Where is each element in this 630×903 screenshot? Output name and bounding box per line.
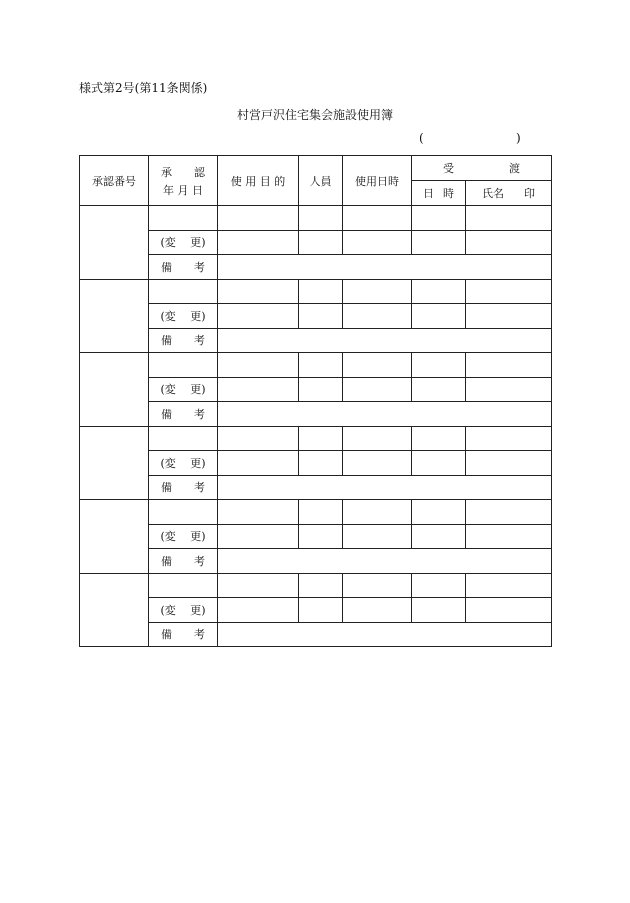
entry-cell[interactable] [218, 573, 299, 598]
paren-open: ( [419, 131, 424, 145]
entry-change-cell[interactable] [412, 377, 466, 402]
header-date-time [412, 181, 466, 206]
entry-change-cell[interactable] [299, 451, 343, 476]
entry-row-main [80, 353, 552, 378]
entry-row-change [80, 598, 552, 623]
entry-cell[interactable] [466, 279, 552, 304]
entry-change-cell[interactable] [218, 377, 299, 402]
entry-cell[interactable] [412, 573, 466, 598]
entry-cell[interactable] [218, 500, 299, 525]
header-name: 氏名 [482, 187, 504, 200]
entry-row-notes [80, 328, 552, 353]
paren-close: ) [516, 131, 521, 145]
entry-change-cell[interactable] [343, 230, 412, 255]
usage-ledger-table [79, 155, 552, 647]
entry-cell[interactable] [343, 500, 412, 525]
entry-row-main [80, 426, 552, 451]
entry-change-cell[interactable] [218, 304, 299, 329]
notes-cell[interactable] [218, 622, 552, 647]
entry-change-cell[interactable] [299, 524, 343, 549]
entry-change-cell[interactable] [218, 230, 299, 255]
entry-change-cell[interactable] [412, 524, 466, 549]
entry-change-cell[interactable] [218, 451, 299, 476]
entry-change-cell[interactable] [412, 451, 466, 476]
notes-cell[interactable] [218, 255, 552, 280]
change-label: (変 更) [149, 304, 218, 329]
header-usage-datetime: 使用日時 [343, 156, 412, 206]
entry-row-main [80, 573, 552, 598]
notes-cell[interactable] [218, 328, 552, 353]
entry-cell[interactable] [466, 573, 552, 598]
entry-change-cell[interactable] [343, 524, 412, 549]
entry-cell[interactable] [149, 206, 218, 231]
header-approval-line2: 年 月 日 [163, 183, 203, 197]
entry-row-notes [80, 475, 552, 500]
header-approval-number: 承認番号 [80, 156, 149, 206]
entry-cell[interactable] [299, 426, 343, 451]
header-date-part1: 日 [423, 187, 434, 200]
entry-change-cell[interactable] [218, 598, 299, 623]
entry-change-cell[interactable] [412, 598, 466, 623]
entry-change-cell[interactable] [466, 451, 552, 476]
entry-change-cell[interactable] [218, 524, 299, 549]
entry-cell[interactable] [299, 353, 343, 378]
notes-label: 備 考 [149, 549, 218, 574]
entry-cell[interactable] [343, 353, 412, 378]
notes-cell[interactable] [218, 402, 552, 427]
entry-cell[interactable] [149, 279, 218, 304]
entry-change-cell[interactable] [412, 230, 466, 255]
entry-cell[interactable] [299, 206, 343, 231]
entry-cell[interactable] [466, 500, 552, 525]
notes-label: 備 考 [149, 475, 218, 500]
notes-label: 備 考 [149, 622, 218, 647]
header-name-seal [466, 181, 552, 206]
entry-change-cell[interactable] [343, 451, 412, 476]
entry-cell[interactable] [466, 206, 552, 231]
entry-cell[interactable] [343, 573, 412, 598]
entry-change-cell[interactable] [299, 598, 343, 623]
entry-approval-number-cell[interactable] [80, 353, 149, 427]
page-title: 村営戸沢住宅集会施設使用簿 [236, 108, 393, 122]
entry-cell[interactable] [149, 426, 218, 451]
notes-label: 備 考 [149, 255, 218, 280]
entry-approval-number-cell[interactable] [80, 206, 149, 280]
entry-cell[interactable] [218, 206, 299, 231]
entry-cell[interactable] [343, 279, 412, 304]
entry-cell[interactable] [412, 426, 466, 451]
entry-cell[interactable] [412, 206, 466, 231]
entry-row-change [80, 230, 552, 255]
entry-approval-number-cell[interactable] [80, 573, 149, 647]
header-date-part2: 時 [443, 187, 454, 200]
entry-cell[interactable] [299, 279, 343, 304]
change-label: (変 更) [149, 377, 218, 402]
entry-row-main [80, 500, 552, 525]
entry-change-cell[interactable] [343, 598, 412, 623]
header-purpose: 使 用 目 的 [218, 156, 299, 206]
entry-row-main [80, 206, 552, 231]
entry-change-cell[interactable] [343, 304, 412, 329]
notes-label: 備 考 [149, 402, 218, 427]
notes-cell[interactable] [218, 549, 552, 574]
entry-row-change [80, 524, 552, 549]
entry-row-notes [80, 402, 552, 427]
entry-cell[interactable] [149, 353, 218, 378]
entry-change-cell[interactable] [299, 377, 343, 402]
entry-cell[interactable] [412, 279, 466, 304]
change-label: (変 更) [149, 524, 218, 549]
entry-approval-number-cell[interactable] [80, 500, 149, 574]
entry-cell[interactable] [299, 573, 343, 598]
entry-cell[interactable] [149, 573, 218, 598]
entry-cell[interactable] [412, 500, 466, 525]
entry-row-notes [80, 622, 552, 647]
entry-cell[interactable] [343, 206, 412, 231]
entry-row-notes [80, 549, 552, 574]
entry-row-notes [80, 255, 552, 280]
entry-change-cell[interactable] [299, 304, 343, 329]
entry-row-change [80, 377, 552, 402]
entry-row-change [80, 304, 552, 329]
entry-change-cell[interactable] [343, 377, 412, 402]
header-people: 人員 [299, 156, 343, 206]
header-approval-line1: 承 認 [161, 165, 205, 179]
entry-cell[interactable] [466, 353, 552, 378]
entry-approval-number-cell[interactable] [80, 426, 149, 500]
change-label: (変 更) [149, 451, 218, 476]
form-number: 様式第2号(第11条関係) [79, 81, 208, 95]
notes-cell[interactable] [218, 475, 552, 500]
entry-cell[interactable] [218, 426, 299, 451]
entry-change-cell[interactable] [299, 230, 343, 255]
entry-cell[interactable] [412, 353, 466, 378]
entry-row-main [80, 279, 552, 304]
entry-cell[interactable] [149, 500, 218, 525]
change-label: (変 更) [149, 230, 218, 255]
entry-change-cell[interactable] [466, 598, 552, 623]
header-seal: 印 [524, 187, 535, 200]
entry-change-cell[interactable] [466, 377, 552, 402]
entry-cell[interactable] [218, 279, 299, 304]
entry-change-cell[interactable] [466, 304, 552, 329]
entry-cell[interactable] [343, 426, 412, 451]
entry-approval-number-cell[interactable] [80, 279, 149, 353]
notes-label: 備 考 [149, 328, 218, 353]
entry-cell[interactable] [466, 426, 552, 451]
change-label: (変 更) [149, 598, 218, 623]
header-approval-date [149, 156, 218, 206]
entry-cell[interactable] [218, 353, 299, 378]
entry-change-cell[interactable] [412, 304, 466, 329]
header-handover: 受 渡 [412, 156, 552, 181]
entry-change-cell[interactable] [466, 230, 552, 255]
entry-cell[interactable] [299, 500, 343, 525]
entry-row-change [80, 451, 552, 476]
entry-change-cell[interactable] [466, 524, 552, 549]
